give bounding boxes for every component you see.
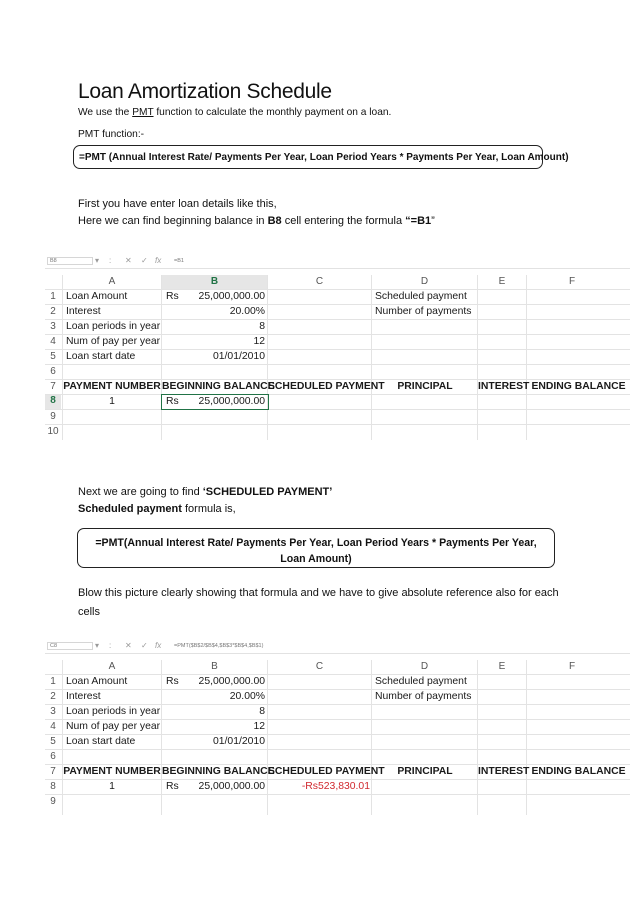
here-mid: cell entering the formula	[281, 215, 406, 227]
row-header[interactable]: 6	[50, 366, 56, 377]
cell-a3[interactable]: Loan periods in year	[66, 321, 161, 332]
row-header[interactable]: 5	[50, 351, 56, 362]
cancel-icon[interactable]: ✕	[125, 256, 132, 265]
intro-text	[78, 107, 391, 118]
header-ending-balance[interactable]: ENDING BALANCE	[531, 766, 626, 777]
cancel-icon[interactable]: ✕	[125, 641, 132, 650]
col-header-b[interactable]: B	[211, 661, 218, 672]
header-principal[interactable]: PRINCIPAL	[397, 381, 453, 392]
formula-bar	[45, 640, 630, 654]
next-pre: Next we are going to find	[78, 486, 203, 498]
header-payment-number[interactable]: PAYMENT NUMBER	[63, 381, 161, 392]
cell-b5[interactable]: 01/01/2010	[212, 351, 265, 362]
col-header-a[interactable]: A	[108, 276, 116, 287]
col-header-b[interactable]: B	[162, 275, 267, 289]
cell-b3[interactable]: 8	[259, 706, 265, 717]
pmt-label: PMT function:-	[78, 129, 145, 140]
row-header[interactable]: 5	[50, 736, 56, 747]
cell-a8[interactable]: 1	[109, 781, 115, 792]
row-header[interactable]: 3	[50, 706, 56, 717]
formula-2-text: =PMT(Annual Interest Rate/ Payments Per Year, Loan Period Years * Payments Per Year, Loan Amount)	[95, 537, 537, 565]
cell-b2[interactable]: 20.00%	[229, 306, 265, 317]
cell-c8[interactable]: -Rs523,830.01	[301, 781, 370, 792]
cell-a2[interactable]: Interest	[66, 691, 101, 702]
pmt-formula-box	[73, 145, 569, 169]
sched-rest: formula is,	[181, 503, 236, 515]
row-header[interactable]: 6	[50, 751, 56, 762]
name-box[interactable]: C8	[47, 642, 93, 650]
col-header-e[interactable]: E	[498, 276, 506, 287]
cell-b1[interactable]: 25,000,000.00	[198, 291, 265, 302]
sheet-grid	[45, 275, 630, 440]
header-payment-number[interactable]: PAYMENT NUMBER	[63, 766, 161, 777]
row-header[interactable]: 4	[50, 721, 56, 732]
cell-d2[interactable]: Number of payments	[375, 306, 472, 317]
cell-d2[interactable]: Number of payments	[375, 691, 472, 702]
row-header[interactable]: 4	[50, 336, 56, 347]
dropdown-icon[interactable]: ▾	[95, 256, 100, 265]
blow-text: Blow this picture clearly showing that formula and we have to give absolute reference also for each cells	[78, 587, 559, 618]
formula-input[interactable]: =PMT($B$2/$B$4,$B$3*$B$4,$B$1)	[174, 643, 264, 649]
cell-b8[interactable]: 25,000,000.00	[198, 396, 265, 407]
row-header[interactable]: 9	[50, 796, 56, 807]
formula-bar	[45, 255, 630, 269]
here-cell: B8	[267, 215, 282, 227]
header-beginning-balance[interactable]: BEGINNING BALANCE	[162, 766, 275, 777]
fx-icon[interactable]: fx	[155, 256, 162, 265]
row-header[interactable]: 1	[50, 676, 56, 687]
col-header-c[interactable]: C	[315, 661, 324, 672]
row-header[interactable]: 2	[50, 306, 56, 317]
dropdown-icon[interactable]: ▾	[95, 641, 100, 650]
cell-b8-prefix: Rs	[166, 396, 179, 407]
cell-a2[interactable]: Interest	[66, 306, 101, 317]
cell-b2[interactable]: 20.00%	[229, 691, 265, 702]
header-scheduled-payment[interactable]: SCHEDULED PAYMENT	[268, 381, 385, 392]
cell-a4[interactable]: Num of pay per year	[66, 721, 161, 732]
header-principal[interactable]: PRINCIPAL	[397, 766, 453, 777]
row-header[interactable]: 10	[47, 426, 59, 437]
row-header[interactable]: 9	[50, 411, 56, 422]
next-bold: ‘SCHEDULED PAYMENT’	[202, 486, 333, 498]
next-line	[78, 486, 332, 498]
cell-b1-prefix: Rs	[166, 291, 179, 302]
page-title: Loan Amortization Schedule	[78, 80, 332, 103]
here-formula: “=B1	[405, 215, 432, 227]
col-header-f[interactable]: F	[568, 661, 576, 672]
cell-d1[interactable]: Scheduled payment	[375, 291, 467, 302]
cell-b8[interactable]: 25,000,000.00	[198, 781, 265, 792]
first-line: First you have enter loan details like this,	[78, 198, 277, 210]
row-header-selected[interactable]: 8	[45, 395, 61, 409]
name-box[interactable]: B8	[47, 257, 93, 265]
spreadsheet-1	[45, 255, 630, 440]
pmt-formula-text: =PMT (Annual Interest Rate/ Payments Per Year, Loan Period Years * Payments Per Year, Loan Amount)	[79, 151, 569, 163]
header-ending-balance[interactable]: ENDING BALANCE	[531, 381, 626, 392]
formula-input[interactable]: =B1	[174, 258, 184, 264]
fx-icon[interactable]: fx	[155, 641, 162, 650]
separator-icon: :	[109, 641, 112, 650]
intro-pre: We use the	[78, 107, 133, 118]
cell-a3[interactable]: Loan periods in year	[66, 706, 161, 717]
formula-box-2	[77, 528, 555, 568]
col-header-d[interactable]: D	[420, 276, 429, 287]
cell-b1[interactable]: 25,000,000.00	[198, 676, 265, 687]
header-interest[interactable]: INTEREST	[478, 381, 530, 392]
separator-icon: :	[109, 256, 112, 265]
cell-b1-prefix: Rs	[166, 676, 179, 687]
row-header[interactable]: 3	[50, 321, 56, 332]
cell-a8[interactable]: 1	[109, 396, 115, 407]
col-header-c[interactable]: C	[315, 276, 324, 287]
enter-icon[interactable]: ✓	[141, 256, 148, 265]
header-scheduled-payment[interactable]: SCHEDULED PAYMENT	[268, 766, 385, 777]
row-header[interactable]: 7	[50, 381, 56, 392]
col-header-a[interactable]: A	[108, 661, 116, 672]
row-header[interactable]: 8	[50, 781, 56, 792]
row-header[interactable]: 7	[50, 766, 56, 777]
cell-a5[interactable]: Loan start date	[66, 736, 136, 747]
row-header[interactable]: 2	[50, 691, 56, 702]
sheet-grid	[45, 660, 630, 815]
cell-b4[interactable]: 12	[253, 336, 265, 347]
cell-a1[interactable]: Loan Amount	[66, 676, 128, 687]
cell-a5[interactable]: Loan start date	[66, 351, 136, 362]
sched-line	[78, 503, 236, 515]
cell-b5[interactable]: 01/01/2010	[212, 736, 265, 747]
cell-d1[interactable]: Scheduled payment	[375, 676, 467, 687]
cell-a1[interactable]: Loan Amount	[66, 291, 128, 302]
header-interest[interactable]: INTEREST	[478, 766, 530, 777]
enter-icon[interactable]: ✓	[141, 641, 148, 650]
col-header-e[interactable]: E	[498, 661, 506, 672]
col-header-f[interactable]: F	[568, 276, 576, 287]
cell-b8-prefix: Rs	[166, 781, 179, 792]
here-pre: Here we can find beginning balance in	[78, 215, 268, 227]
pmt-link: PMT	[132, 107, 154, 118]
sched-bold: Scheduled payment	[78, 503, 182, 515]
intro-post: function to calculate the monthly payment on a loan.	[153, 107, 392, 118]
cell-b3[interactable]: 8	[259, 321, 265, 332]
col-header-d[interactable]: D	[420, 661, 429, 672]
cell-b4[interactable]: 12	[253, 721, 265, 732]
here-line	[78, 215, 435, 227]
header-beginning-balance[interactable]: BEGINNING BALANCE	[162, 381, 275, 392]
row-header[interactable]: 1	[50, 291, 56, 302]
here-end: ”	[431, 215, 435, 227]
spreadsheet-2	[45, 640, 630, 815]
cell-a4[interactable]: Num of pay per year	[66, 336, 161, 347]
